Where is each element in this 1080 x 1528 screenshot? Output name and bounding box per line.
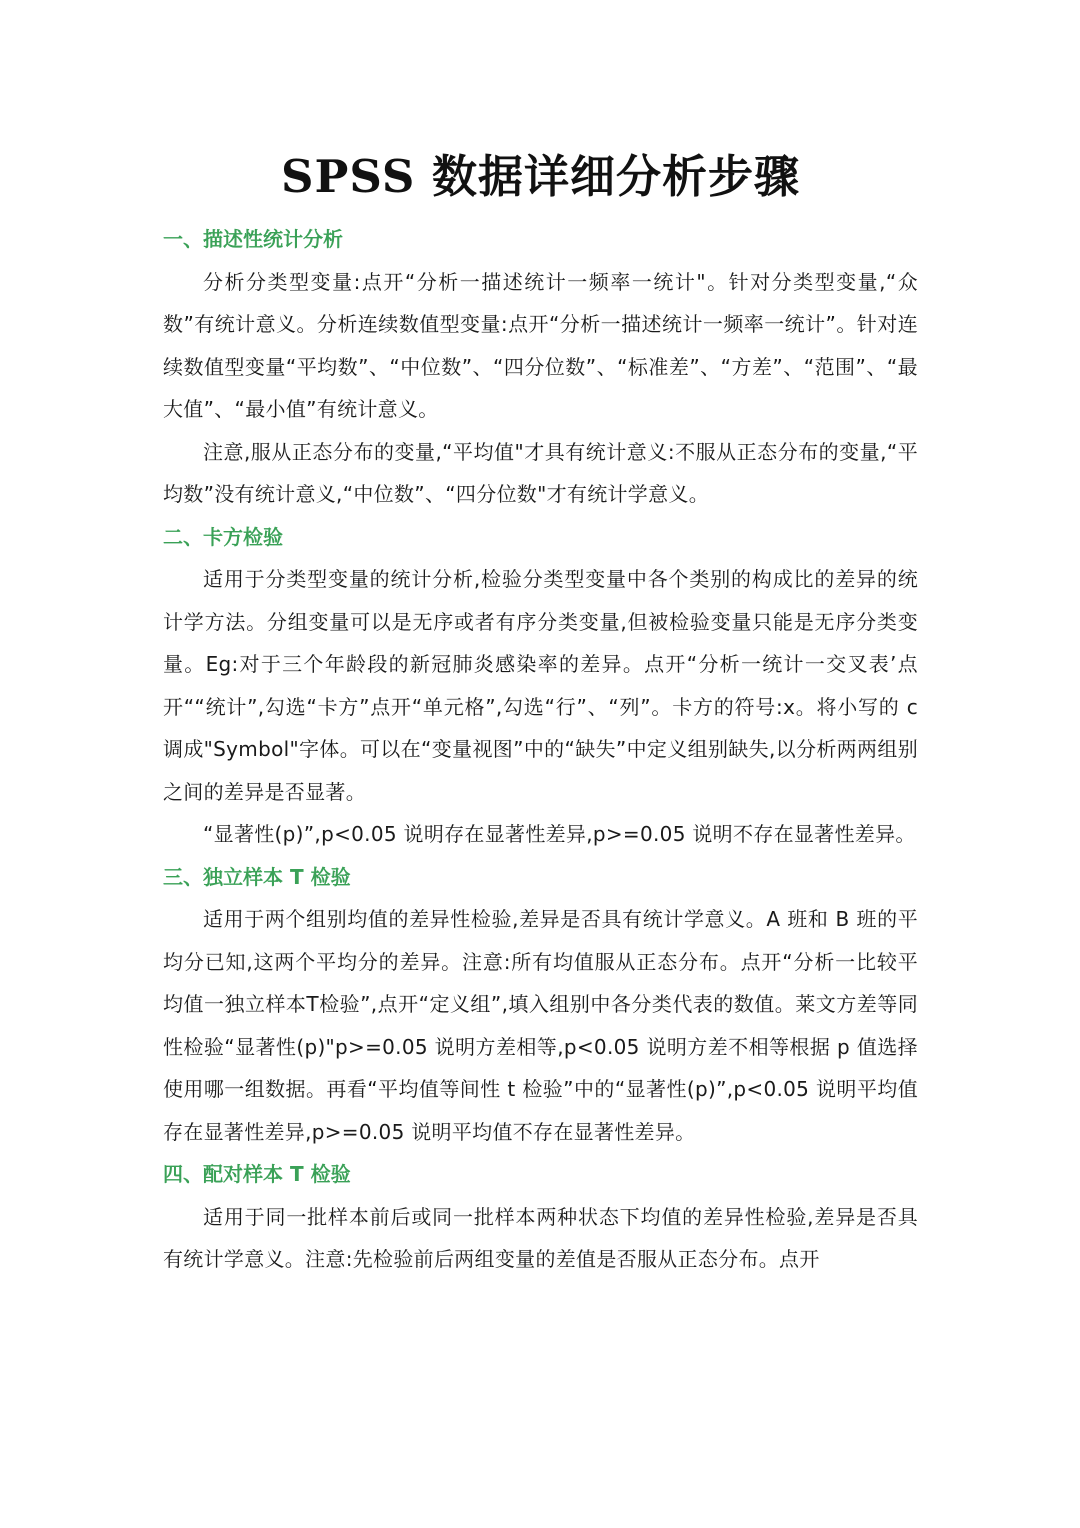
section-descriptive-statistics (163, 218, 918, 516)
section-heading: 二、卡方检验 (163, 524, 283, 549)
document-title: SPSS 数据详细分析步骤 (280, 150, 800, 203)
paragraph: 分析分类型变量:点开“分析一描述统计一频率一统计"。针对分类型变量,“众数”有统计意义。分析连续数值型变量:点开“分析一描述统计一频率一统计”。针对连续数值型变量“平均数”、“中位数”、“四分位数”、“标准差”、“方差”、“范围”、“最大值”、“最小值”有统计意义。 (163, 269, 918, 421)
paragraph: 适用于同一批样本前后或同一批样本两种状态下均值的差异性检验,差异是否具有统计学意义。注意:先检验前后两组变量的差值是否服从正态分布。点开 (163, 1204, 918, 1271)
section-heading: 一、描述性统计分析 (163, 227, 343, 251)
section-heading: 三、独立样本 T 检验 (163, 864, 351, 889)
paragraph: 适用于两个组别均值的差异性检验,差异是否具有统计学意义。A 班和 B 班的平均分已知,这两个平均分的差异。注意:所有均值服从正态分布。点开“分析一比较平均值一独立样本T检验”,点开“定义组”,填入组别中各分类代表的数值。莱文方差等同性检验“显著性(p)"p>=0.05 说明方差相等,p<0.05 说明方差不相等根据 p 值选择使用哪一组数据。再看“平均值等间性 t 检验”中的“显著性(p)”,p<0.05 说明平均值存在显著性差异,p>=0.05 说明平均值不存在显著性差异。 (163, 907, 918, 1144)
section-independent-t-test (163, 856, 918, 1154)
paragraph: “显著性(p)”,p<0.05 说明存在显著性差异,p>=0.05 说明不存在显著性差异。 (203, 822, 916, 846)
section-paired-t-test (163, 1153, 918, 1281)
section-chi-square-test (163, 516, 918, 856)
section-heading: 四、配对样本 T 检验 (163, 1162, 351, 1186)
paragraph: 适用于分类型变量的统计分析,检验分类型变量中各个类别的构成比的差异的统计学方法。分组变量可以是无序或者有序分类变量,但被检验变量只能是无序分类变量。Eg:对于三个年龄段的新冠肺炎感染率的差异。点开“分析一统计一交叉表’点开““统计”,勾选“卡方”点开“单元格”,勾选“行”、“列”。卡方的符号:x。将小写的 c 调成"Symbol"字体。可以在“变量视图”中的“缺失”中定义组别缺失,以分析两两组别之间的差异是否显著。 (163, 567, 918, 804)
paragraph: 注意,服从正态分布的变量,“平均值"才具有统计意义:不服从正态分布的变量,“平均数”没有统计意义,“中位数”、“四分位数"才有统计学意义。 (163, 439, 918, 506)
